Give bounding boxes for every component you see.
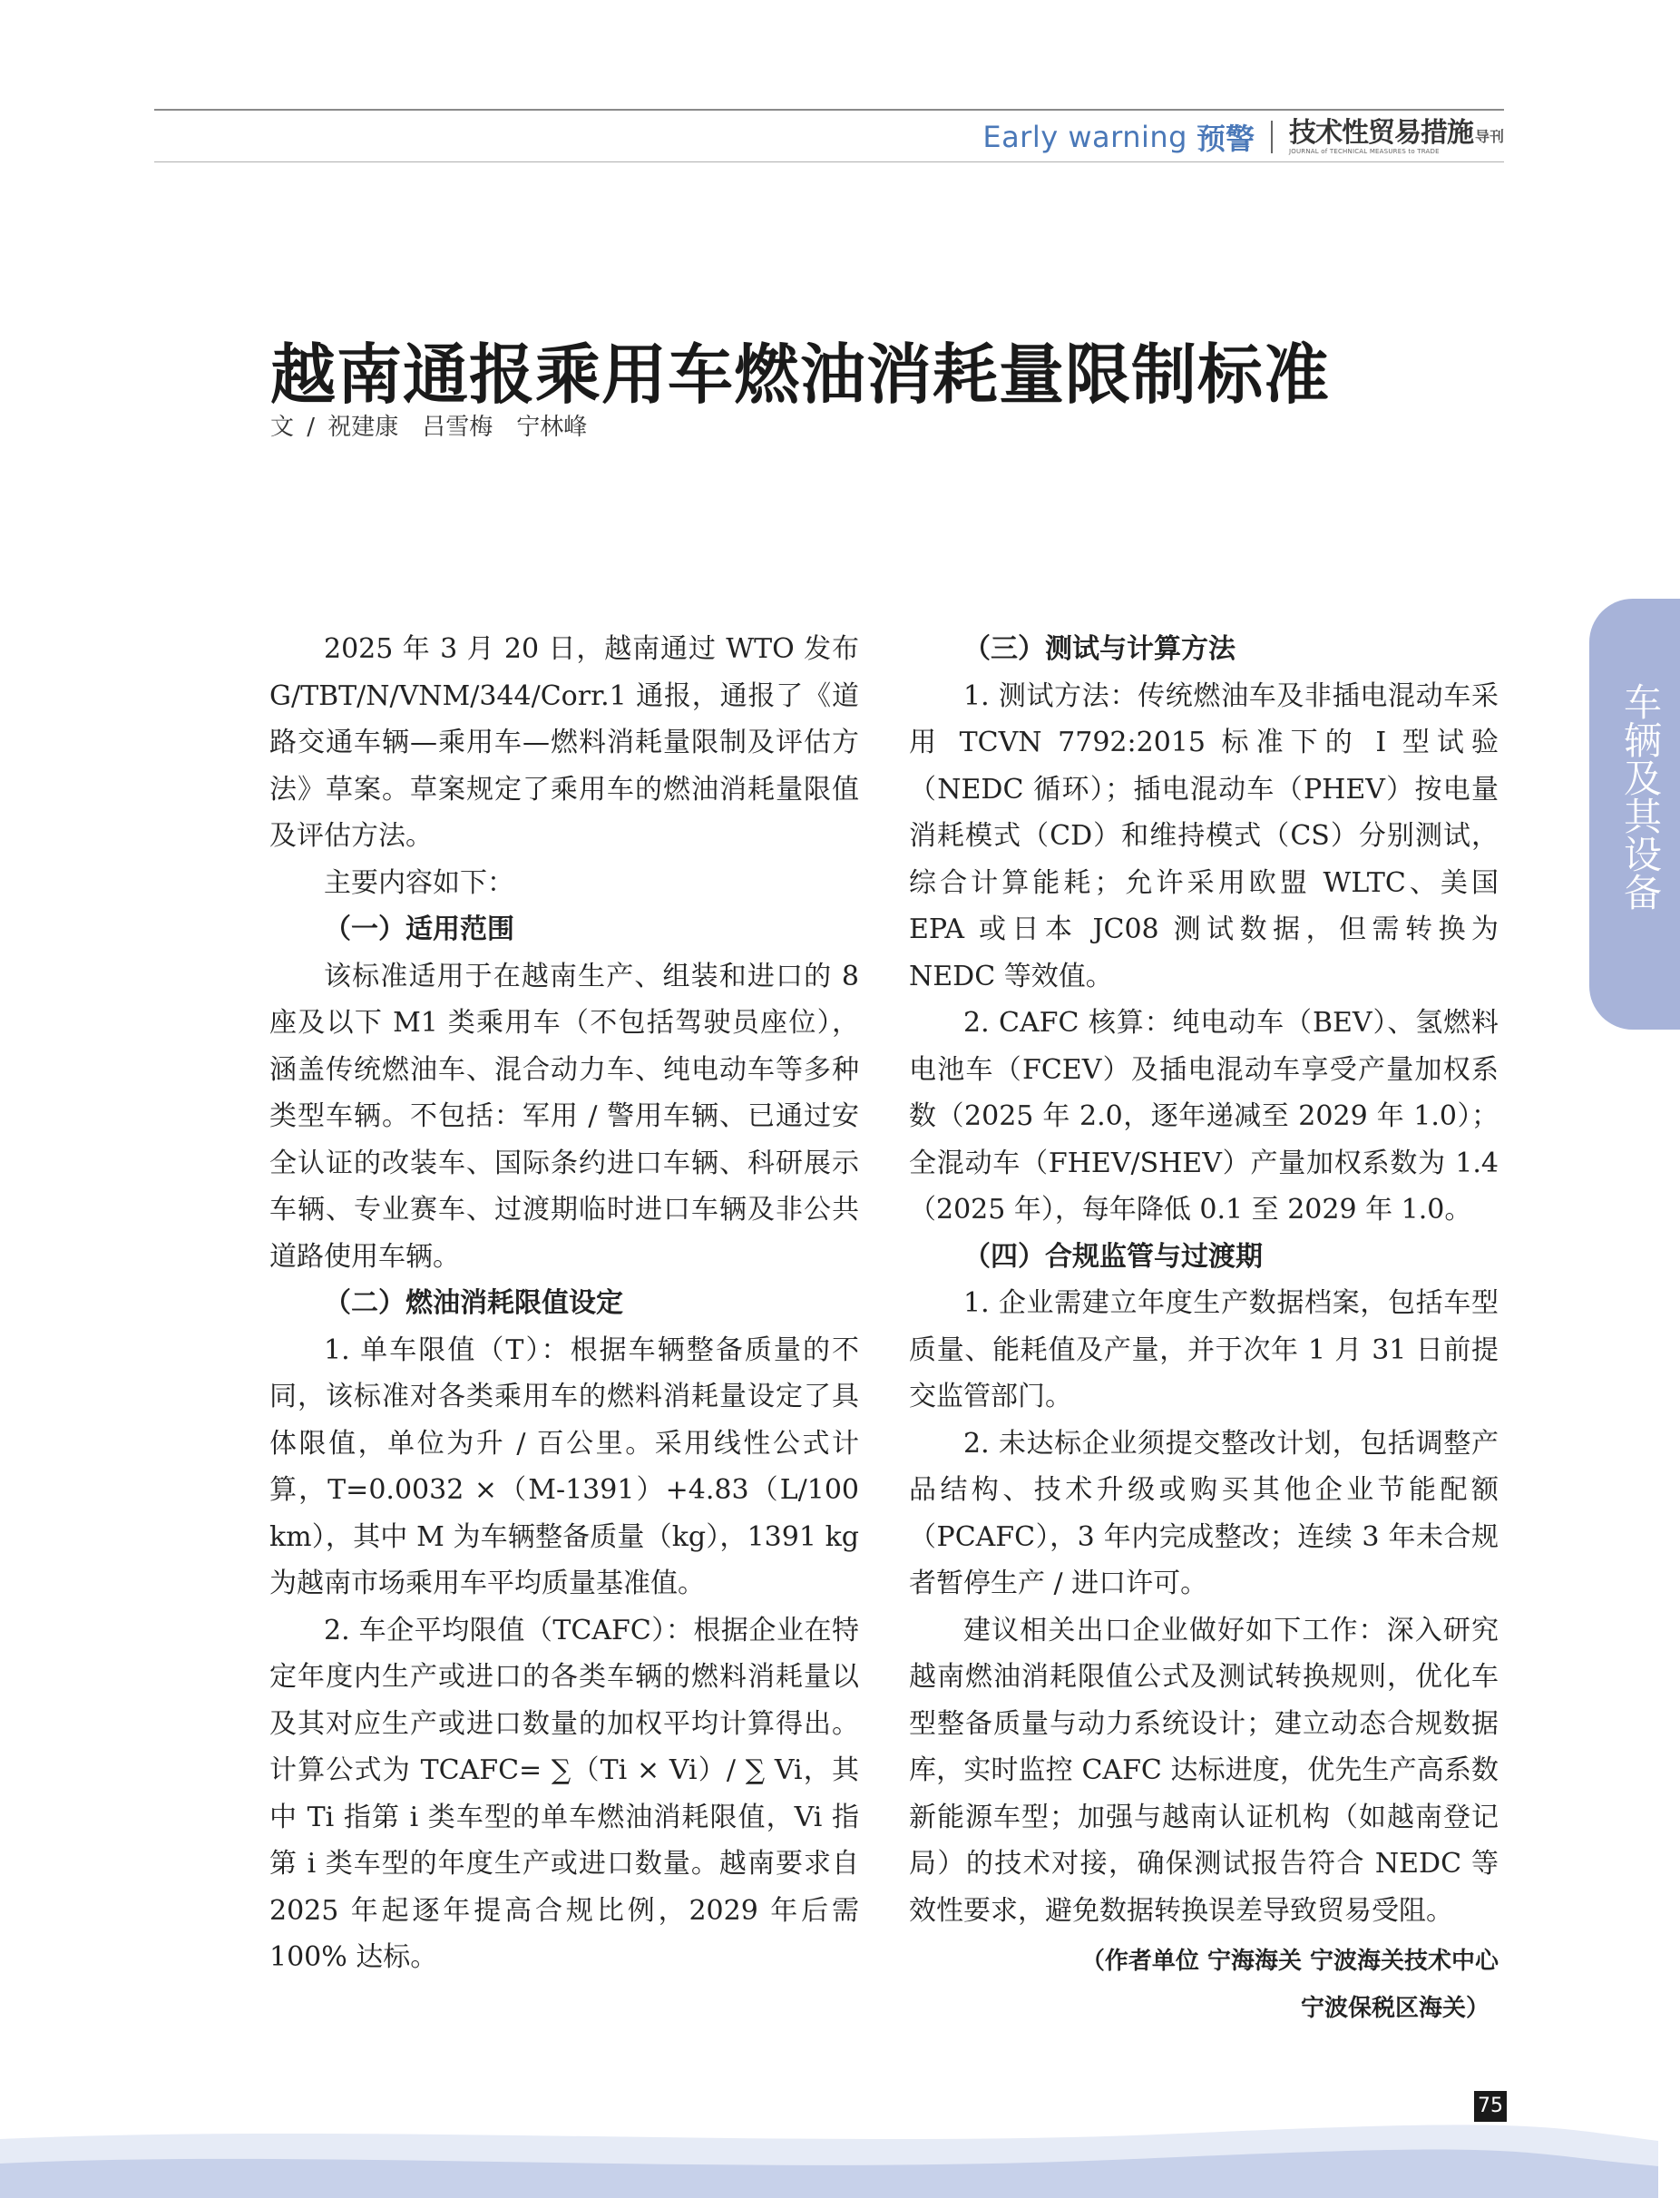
- section-label-en: Early warning: [982, 120, 1187, 154]
- author-affiliation: [909, 1938, 1499, 2032]
- left-column: [269, 626, 859, 1981]
- article-authors: 文 / 祝建康 吕雪梅 宁林峰: [270, 414, 588, 441]
- journal-name: 技术性贸易措施: [1288, 117, 1473, 149]
- section-heading: （二）燃油消耗限值设定: [324, 1287, 623, 1319]
- section-heading: （三）测试与计算方法: [963, 633, 1236, 665]
- paragraph: 2. CAFC 核算：纯电动车（BEV）、氢燃料电池车（FCEV）及插电混动车享受产量加权系数（2025 年 2.0，逐年递减至 2029 年 1.0）；全混动车（FHEV/SHEV）产量加权系数为 1.4（2025 年），每年降低 0.1 至 2029 年 1.0。: [909, 1007, 1499, 1226]
- paragraph: 主要内容如下：: [324, 866, 514, 899]
- section-label-cn: 预警: [1196, 122, 1255, 156]
- journal-name-en: JOURNAL of TECHNICAL MEASURES to TRADE: [1288, 148, 1440, 155]
- journal-name-suffix: 导刊: [1474, 128, 1504, 145]
- affiliation-line-2: 宁波保税区海关）: [1300, 1995, 1490, 2022]
- paragraph: 该标准适用于在越南生产、组装和进口的 8 座及以下 M1 类乘用车（不包括驾驶员座位），涵盖传统燃油车、混合动力车、纯电动车等多种类型车辆。不包括：军用 / 警用车辆、已通过安全认证的改装车、国际条约进口车辆、科研展示车辆、专业赛车、过渡期临时进口车辆及非公共道路使用车辆。: [269, 960, 859, 1273]
- header-separator: [1271, 121, 1273, 153]
- paragraph: 建议相关出口企业做好如下工作：深入研究越南燃油消耗限值公式及测试转换规则，优化车型整备质量与动力系统设计；建立动态合规数据库，实时监控 CAFC 达标进度，优先生产高系数新能源车型；加强与越南认证机构（如越南登记局）的技术对接，确保测试报告符合 NEDC 等效性要求，避免数据转换误差导致贸易受阻。: [909, 1614, 1499, 1927]
- journal-logo: [1289, 119, 1504, 155]
- running-header: [982, 114, 1504, 160]
- header-rule-top: [154, 109, 1504, 111]
- paragraph: 1. 单车限值（T）：根据车辆整备质量的不同，该标准对各类乘用车的燃料消耗量设定了具体限值，单位为升 / 百公里。采用线性公式计算，T=0.0032 ×（M-1391）+4.83（L/100 km），其中 M 为车辆整备质量（kg），1391 kg 为越南市场乘用车平均质量基准值。: [269, 1333, 859, 1599]
- section-heading: （四）合规监管与过渡期: [963, 1240, 1263, 1273]
- paragraph: 2025 年 3 月 20 日，越南通过 WTO 发布 G/TBT/N/VNM/344/Corr.1 通报，通报了《道路交通车辆—乘用车—燃料消耗量限制及评估方法》草案。草案规定了乘用车的燃油消耗量限值及评估方法。: [269, 633, 859, 852]
- header-rule-bottom: [154, 161, 1504, 162]
- paragraph: 1. 测试方法：传统燃油车及非插电混动车采用 TCVN 7792:2015 标准下的 I 型试验（NEDC 循环）；插电混动车（PHEV）按电量消耗模式（CD）和维持模式（CS）分别测试，综合计算能耗；允许采用欧盟 WLTC、美国 EPA 或日本 JC08 测试数据，但需转换为 NEDC 等效值。: [909, 679, 1499, 992]
- side-tab-label: 车辆及其设备: [1618, 682, 1663, 911]
- section-heading: （一）适用范围: [324, 913, 514, 945]
- paragraph: 1. 企业需建立年度生产数据档案，包括车型质量、能耗值及产量，并于次年 1 月 31 日前提交监管部门。: [909, 1287, 1499, 1412]
- page-number: 75: [1474, 2091, 1507, 2122]
- right-column: [909, 626, 1499, 2032]
- paragraph: 2. 未达标企业须提交整改计划，包括调整产品结构、技术升级或购买其他企业节能配额（PCAFC），3 年内完成整改；连续 3 年未合规者暂停生产 / 进口许可。: [909, 1427, 1499, 1599]
- paragraph: 2. 车企平均限值（TCAFC）：根据企业在特定年度内生产或进口的各类车辆的燃料消耗量以及其对应生产或进口数量的加权平均计算得出。计算公式为 TCAFC= ∑（Ti × Vi）/ ∑ Vi，其中 Ti 指第 i 类车型的单车燃油消耗限值，Vi 指第 i 类车型的年度生产或进口数量。越南要求自 2025 年起逐年提高合规比例，2029 年后需 100% 达标。: [269, 1614, 859, 1973]
- article-title: 越南通报乘用车燃油消耗量限制标准: [270, 337, 1331, 413]
- affiliation-line-1: （作者单位 宁海海关 宁波海关技术中心: [1080, 1948, 1499, 1975]
- bottom-wave-band: [0, 2114, 1658, 2198]
